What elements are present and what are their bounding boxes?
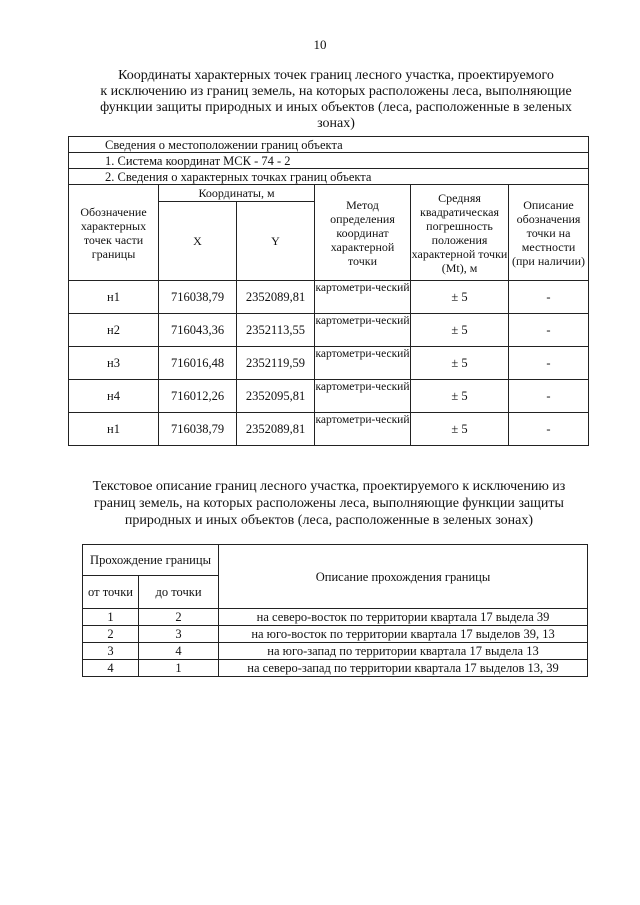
table-row bbox=[83, 643, 588, 660]
point-cell: н1 bbox=[69, 281, 159, 314]
error-cell: ± 5 bbox=[411, 347, 509, 380]
table-row bbox=[69, 314, 589, 347]
y-cell: 2352113,55 bbox=[237, 314, 315, 347]
boundary-passage-table bbox=[82, 544, 588, 677]
point-cell: н3 bbox=[69, 347, 159, 380]
point-cell: н4 bbox=[69, 380, 159, 413]
table-row bbox=[83, 609, 588, 626]
method-cell: картометри-ческий bbox=[315, 413, 411, 446]
to-cell: 2 bbox=[139, 609, 219, 626]
x-cell: 716038,79 bbox=[159, 413, 237, 446]
header-description: Описание обозначения точки на местности (при наличии) bbox=[509, 185, 589, 281]
desc-cell: - bbox=[509, 380, 589, 413]
error-cell: ± 5 bbox=[411, 281, 509, 314]
header-to-point: до точки bbox=[139, 576, 219, 609]
desc-cell: - bbox=[509, 281, 589, 314]
header-passage-description: Описание прохождения границы bbox=[219, 545, 588, 609]
passage-desc-cell: на северо-восток по территории квартала 17 выдела 39 bbox=[219, 609, 588, 626]
y-cell: 2352119,59 bbox=[237, 347, 315, 380]
from-cell: 4 bbox=[83, 660, 139, 677]
error-cell: ± 5 bbox=[411, 314, 509, 347]
header-designation: Обозначение характерных точек части границы bbox=[69, 185, 159, 281]
to-cell: 4 bbox=[139, 643, 219, 660]
info-row: 1. Система координат МСК - 74 - 2 bbox=[69, 153, 589, 169]
table-row bbox=[69, 413, 589, 446]
table-row bbox=[83, 626, 588, 643]
error-cell: ± 5 bbox=[411, 380, 509, 413]
point-cell: н2 bbox=[69, 314, 159, 347]
passage-desc-cell: на северо-запад по территории квартала 17 выделов 13, 39 bbox=[219, 660, 588, 677]
table-row bbox=[69, 347, 589, 380]
to-cell: 3 bbox=[139, 626, 219, 643]
point-cell: н1 bbox=[69, 413, 159, 446]
error-cell: ± 5 bbox=[411, 413, 509, 446]
x-cell: 716016,48 bbox=[159, 347, 237, 380]
title-line: зонах) bbox=[317, 116, 355, 131]
header-y: Y bbox=[237, 202, 315, 281]
coordinates-title bbox=[82, 68, 590, 132]
page-number: 10 bbox=[313, 37, 327, 52]
table-row bbox=[69, 380, 589, 413]
to-cell: 1 bbox=[139, 660, 219, 677]
y-cell: 2352089,81 bbox=[237, 281, 315, 314]
title-line: функции защиты природных и иных объектов (леса, расположенные в зеленых bbox=[100, 100, 572, 115]
y-cell: 2352089,81 bbox=[237, 413, 315, 446]
passage-desc-cell: на юго-восток по территории квартала 17 выделов 39, 13 bbox=[219, 626, 588, 643]
x-cell: 716043,36 bbox=[159, 314, 237, 347]
x-cell: 716038,79 bbox=[159, 281, 237, 314]
info-row: Сведения о местоположении границ объекта bbox=[69, 137, 589, 153]
title-line: к исключению из границ земель, на которых расположены леса, выполняющие bbox=[100, 84, 572, 99]
y-cell: 2352095,81 bbox=[237, 380, 315, 413]
header-coordinates: Координаты, м bbox=[159, 185, 315, 202]
desc-cell: - bbox=[509, 314, 589, 347]
from-cell: 2 bbox=[83, 626, 139, 643]
method-cell: картометри-ческий bbox=[315, 347, 411, 380]
header-error: Средняя квадратическая погрешность положения характерной точки (Mt), м bbox=[411, 185, 509, 281]
header-from-point: от точки bbox=[83, 576, 139, 609]
method-cell: картометри-ческий bbox=[315, 281, 411, 314]
desc-cell: - bbox=[509, 413, 589, 446]
header-passage: Прохождение границы bbox=[83, 545, 219, 576]
method-cell: картометри-ческий bbox=[315, 380, 411, 413]
header-x: X bbox=[159, 202, 237, 281]
from-cell: 3 bbox=[83, 643, 139, 660]
title-line: границ земель, на которых расположены леса, выполняющие функции защиты bbox=[94, 496, 564, 511]
title-line: природных и иных объектов (леса, расположенные в зеленых зонах) bbox=[124, 513, 534, 528]
title-line: Текстовое описание границ лесного участка, проектируемого к исключению из bbox=[92, 479, 566, 494]
table-row bbox=[69, 281, 589, 314]
from-cell: 1 bbox=[83, 609, 139, 626]
method-cell: картометри-ческий bbox=[315, 314, 411, 347]
passage-desc-cell: на юго-запад по территории квартала 17 выдела 13 bbox=[219, 643, 588, 660]
desc-cell: - bbox=[509, 347, 589, 380]
title-line: Координаты характерных точек границ лесного участка, проектируемого bbox=[118, 68, 554, 83]
x-cell: 716012,26 bbox=[159, 380, 237, 413]
boundary-description-title bbox=[70, 478, 588, 529]
header-method: Метод определения координат характерной точки bbox=[315, 185, 411, 281]
table-row bbox=[83, 660, 588, 677]
coordinates-table bbox=[68, 136, 589, 446]
info-row: 2. Сведения о характерных точках границ объекта bbox=[69, 169, 589, 185]
